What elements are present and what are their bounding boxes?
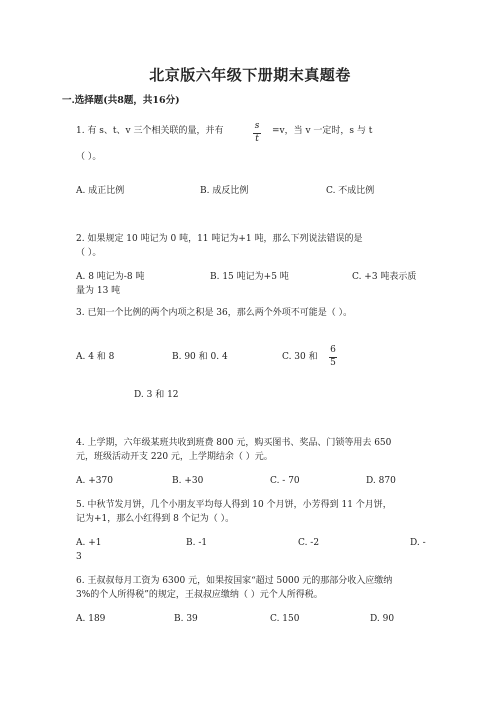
- question-1-blank: （ ）。: [76, 152, 102, 162]
- question-3-fraction-numerator: 6: [330, 345, 336, 355]
- question-4-line-1: 4. 上学期，六年级某班共收到班费 800 元，购买图书、奖品、门锁等用去 650: [76, 438, 392, 448]
- question-1-text-b: =v，当 v 一定时，s 与 t: [272, 126, 373, 136]
- question-1-option-b[interactable]: B. 成反比例: [200, 186, 249, 196]
- question-6-option-d[interactable]: D. 90: [370, 614, 395, 624]
- question-5-option-d[interactable]: D. -: [410, 538, 426, 548]
- question-4-option-a[interactable]: A. +370: [76, 476, 113, 486]
- question-3-option-a[interactable]: A. 4 和 8: [76, 352, 115, 362]
- question-2-option-a[interactable]: A. 8 吨记为-8 吨: [76, 272, 145, 282]
- question-5-option-d-wrap: 3: [76, 552, 82, 562]
- question-2-line-1: 2. 如果规定 10 吨记为 0 吨，11 吨记为+1 吨，那么下列说法错误的是: [76, 234, 363, 244]
- question-6-option-c[interactable]: C. 150: [270, 614, 300, 624]
- question-1-option-a[interactable]: A. 成正比例: [76, 186, 125, 196]
- question-6-option-a[interactable]: A. 189: [76, 614, 106, 624]
- question-5-option-b[interactable]: B. -1: [186, 538, 208, 548]
- question-6-option-b[interactable]: B. 39: [174, 614, 198, 624]
- question-3-option-c[interactable]: C. 30 和: [282, 352, 318, 362]
- question-5-option-a[interactable]: A. +1: [76, 538, 102, 548]
- question-2-option-b[interactable]: B. 15 吨记为+5 吨: [210, 272, 289, 282]
- section-heading: 一.选择题(共8题，共16分): [62, 95, 180, 106]
- question-2-option-c-wrap: 量为 13 吨: [76, 286, 121, 296]
- question-5-option-c[interactable]: C. -2: [298, 538, 320, 548]
- question-3-option-b[interactable]: B. 90 和 0. 4: [172, 352, 228, 362]
- question-3-option-d[interactable]: D. 3 和 12: [134, 390, 179, 400]
- question-5-line-1: 5. 中秋节发月饼，几个小朋友平均每人得到 10 个月饼，小芳得到 11 个月饼，: [76, 500, 392, 510]
- question-1-option-c[interactable]: C. 不成比例: [326, 186, 375, 196]
- question-2-option-c[interactable]: C. +3 吨表示质: [352, 272, 417, 282]
- question-1-text-a: 1. 有 s、t、v 三个相关联的量，并有: [76, 126, 224, 136]
- question-1-fraction-numerator: s: [254, 121, 260, 131]
- question-3-line-1: 3. 已知一个比例的两个内项之积是 36，那么两个外项不可能是（ ）。: [76, 308, 353, 318]
- question-4-option-b[interactable]: B. +30: [172, 476, 204, 486]
- question-5-line-2: 记为+1，那么小红得到 8 个记为（ ）。: [76, 514, 235, 524]
- question-4-option-c[interactable]: C. - 70: [270, 476, 300, 486]
- question-6-line-2: 3%的个人所得税”的规定，王叔叔应缴纳（ ）元个人所得税。: [76, 590, 323, 600]
- question-3-fraction-denominator: 5: [330, 358, 336, 368]
- question-1-fraction-denominator: t: [255, 134, 259, 144]
- question-4-line-2: 元，班级活动开支 220 元，上学期结余（ ）元。: [76, 452, 273, 462]
- question-2-line-2: （ ）。: [76, 248, 102, 258]
- question-6-line-1: 6. 王叔叔每月工资为 6300 元，如果按国家“超过 5000 元的那部分收入应缴纳: [76, 576, 393, 586]
- question-4-option-d[interactable]: D. 870: [366, 476, 396, 486]
- page-title: 北京版六年级下册期末真题卷: [149, 66, 351, 84]
